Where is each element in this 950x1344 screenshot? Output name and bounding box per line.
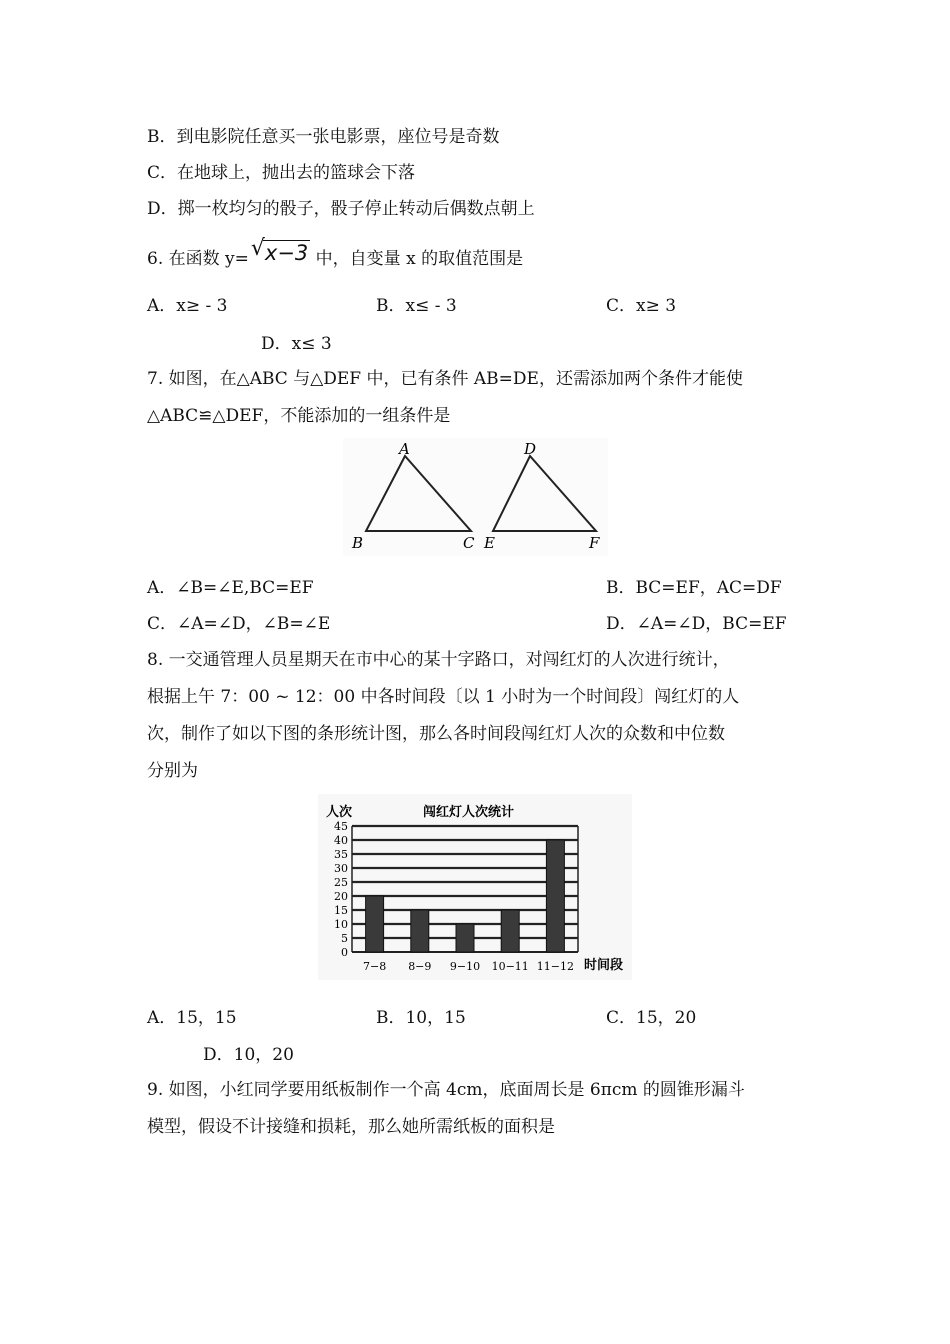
q6-option-b: B．x≤ - 3	[376, 296, 457, 316]
q5-option-c: C．在地球上，抛出去的篮球会下落	[147, 163, 416, 183]
q7-stem-line2: △ABC≌△DEF，不能添加的一组条件是	[147, 406, 451, 426]
chart-bar	[501, 910, 519, 952]
chart-y-tick-label: 15	[334, 904, 348, 917]
chart-bar	[546, 840, 564, 952]
q7-option-a: A．∠B=∠E,BC=EF	[147, 578, 314, 598]
chart-bar	[456, 924, 474, 952]
q8-option-c: C．15，20	[606, 1008, 697, 1028]
q8-stem-line4: 分别为	[147, 761, 198, 781]
q8-stem-line3: 次，制作了如以下图的条形统计图，那么各时间段闯红灯人次的众数和中位数	[147, 724, 725, 744]
sqrt-expression	[250, 236, 310, 265]
vertex-label-a: A	[399, 440, 410, 458]
q7-option-c: C．∠A=∠D，∠B=∠E	[147, 614, 331, 634]
bar-chart	[318, 794, 632, 980]
chart-y-tick-label: 0	[341, 946, 348, 959]
chart-y-tick-label: 20	[334, 890, 348, 903]
q8-stem-line1: 8. 一交通管理人员星期天在市中心的某十字路口，对闯红灯的人次进行统计，	[147, 650, 730, 670]
chart-x-tick-label: 7−8	[362, 960, 387, 973]
chart-x-axis-label: 时间段	[584, 958, 624, 973]
q6-option-d: D．x≤ 3	[261, 334, 332, 354]
chart-x-tick-label: 9−10	[449, 960, 481, 973]
chart-y-tick-label: 10	[334, 918, 348, 931]
vertex-label-e: E	[484, 534, 495, 552]
chart-y-tick-label: 35	[334, 848, 348, 861]
chart-y-tick-label: 45	[334, 820, 348, 833]
q8-stem-line2: 根据上午 7：00 ~ 12：00 中各时间段〔以 1 小时为一个时间段〕闯红灯的人	[147, 687, 740, 707]
vertex-label-b: B	[352, 534, 364, 552]
triangles-figure	[343, 438, 608, 556]
q8-option-d: D．10，20	[203, 1045, 294, 1065]
chart-x-tick-label: 11−12	[536, 960, 575, 973]
q6-option-a: A．x≥ - 3	[147, 296, 228, 316]
q7-option-b: B．BC=EF，AC=DF	[606, 578, 782, 598]
chart-y-tick-label: 40	[334, 834, 348, 847]
q6-stem	[147, 236, 524, 269]
vertex-label-c: C	[463, 534, 475, 552]
q6-suffix: 中，自变量 x 的取值范围是	[310, 249, 524, 269]
q7-stem-line1: 7. 如图，在△ABC 与△DEF 中，已有条件 AB=DE，还需添加两个条件才能使	[147, 369, 743, 389]
q6-prefix: 6. 在函数 y=	[147, 249, 249, 269]
chart-y-tick-label: 30	[334, 862, 348, 875]
chart-bar	[411, 910, 429, 952]
q5-option-b: B．到电影院任意买一张电影票，座位号是奇数	[147, 127, 500, 147]
chart-y-tick-label: 25	[334, 876, 348, 889]
q8-option-b: B．10，15	[376, 1008, 466, 1028]
q7-option-d: D．∠A=∠D，BC=EF	[606, 614, 787, 634]
chart-bar	[366, 896, 384, 952]
q8-option-a: A．15，15	[147, 1008, 237, 1028]
q9-stem-line1: 9. 如图，小红同学要用纸板制作一个高 4cm，底面周长是 6πcm 的圆锥形漏斗	[147, 1080, 745, 1100]
q5-option-d: D．掷一枚均匀的骰子，骰子停止转动后偶数点朝上	[147, 199, 535, 219]
q6-option-c: C．x≥ 3	[606, 296, 677, 316]
chart-x-tick-label: 10−11	[491, 960, 529, 973]
vertex-label-f: F	[589, 534, 600, 552]
chart-y-axis-label: 人次	[326, 805, 353, 820]
radical-sign-icon: √	[250, 236, 265, 261]
chart-y-tick-label: 5	[341, 932, 348, 945]
chart-x-tick-label: 8−9	[408, 960, 432, 973]
q6-radicand: x−3	[264, 241, 309, 265]
chart-title: 闯红灯人次统计	[423, 805, 515, 820]
q9-stem-line2: 模型，假设不计接缝和损耗，那么她所需纸板的面积是	[147, 1117, 555, 1137]
vertex-label-d: D	[524, 440, 537, 458]
